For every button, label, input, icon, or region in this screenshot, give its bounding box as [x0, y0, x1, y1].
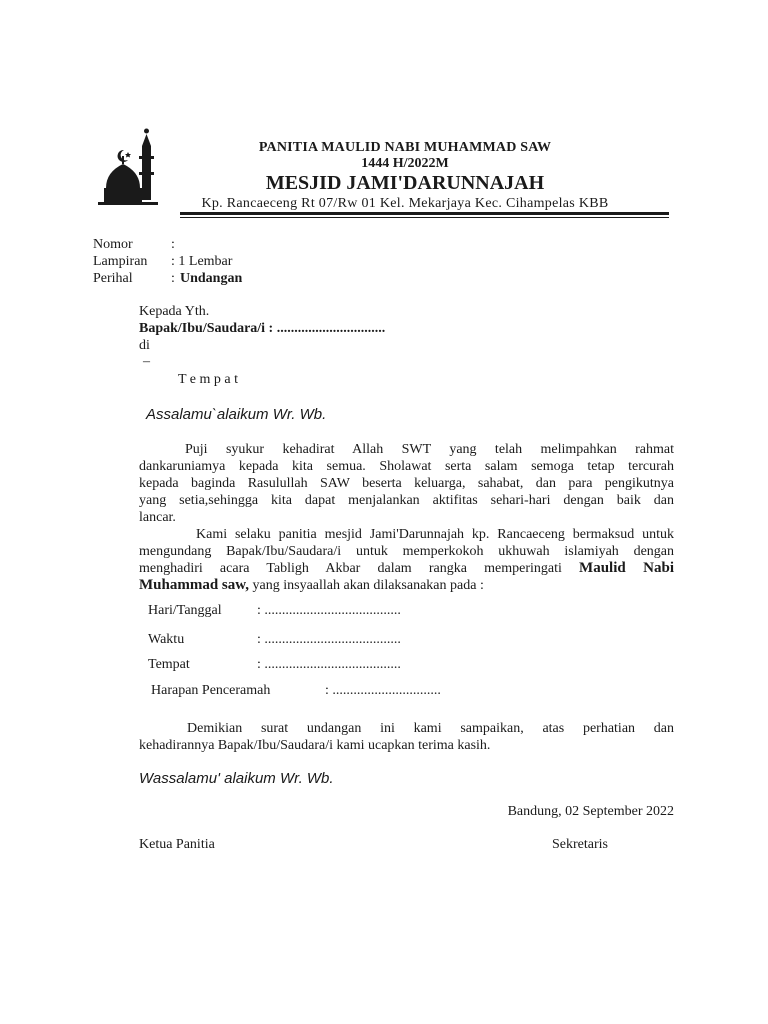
para2-text: menghadiri acara Tabligh Akbar dalam rangka memperingati	[139, 561, 562, 576]
closing-line: kehadirannya Bapak/Ibu/Saudara/i kami ucapkan terima kasih.	[139, 738, 491, 753]
closing-line: Demikian surat undangan ini kami sampaikan, atas perhatian dan	[187, 721, 674, 736]
header-mosque-name: MESJID JAMI'DARUNNAJAH	[265, 172, 545, 194]
para2-line: Kami selaku panitia mesjid Jami'Darunnajah kp. Rancaeceng bermaksud untuk	[196, 527, 674, 542]
perihal-colon: :	[171, 271, 175, 286]
para1-line: yang setia,sehingga kita dapat menjalankan aktifitas sehari-hari dengan baik dan	[139, 493, 674, 508]
perihal-value: Undangan	[180, 271, 243, 286]
greeting: Assalamu`alaikum Wr. Wb.	[146, 406, 327, 423]
nomor-value: :	[171, 237, 175, 252]
paragraph-closing	[139, 720, 674, 754]
signature-sekretaris-label: Sekretaris	[552, 837, 608, 852]
hari-label: Hari/Tanggal	[148, 603, 222, 618]
recipient-tempat: T e m p a t	[178, 372, 239, 387]
para2-line	[139, 577, 674, 594]
header-year: 1444 H/2022M	[361, 156, 449, 171]
waktu-label: Waktu	[148, 632, 185, 647]
para2-line: mengundang Bapak/Ibu/Saudara/i untuk memperkokoh ukhuwah islamiyah dengan	[139, 544, 674, 559]
para1-line: Puji syukur kehadirat Allah SWT yang telah melimpahkan rahmat	[185, 442, 674, 457]
para1-line: lancar.	[139, 510, 176, 525]
event-name-bold: Maulid Nabi	[579, 560, 674, 576]
header-committee: PANITIA MAULID NABI MUHAMMAD SAW	[258, 140, 552, 155]
event-name-bold: Muhammad saw,	[139, 577, 250, 593]
para1-line: kepada baginda Rasulullah SAW beserta keluarga, sahabat, dan para pengikutnya	[139, 476, 674, 491]
penceramah-value: : ...............................	[325, 683, 441, 698]
waktu-value: : .......................................	[257, 632, 401, 647]
paragraph-invitation	[139, 526, 674, 594]
tempat-value: : .......................................	[257, 657, 401, 672]
perihal-label: Perihal	[93, 271, 133, 286]
nomor-label: Nomor	[93, 237, 133, 252]
farewell: Wassalamu' alaikum Wr. Wb.	[139, 770, 334, 787]
recipient-di: di	[139, 338, 150, 353]
paragraph-opening	[139, 441, 674, 526]
date-place: Bandung, 02 September 2022	[507, 804, 674, 819]
para1-line: dankaruniamya kepada kita semua. Sholawat serta salam semoga tetap tercurah	[139, 459, 674, 474]
lampiran-label: Lampiran	[93, 254, 148, 269]
header-address: Kp. Rancaeceng Rt 07/Rw 01 Kel. Mekarjaya Kec. Cihampelas KBB	[201, 196, 609, 211]
recipient-dash: –	[143, 354, 150, 369]
recipient-name: Bapak/Ibu/Saudara/i : ...............................	[139, 321, 386, 336]
lampiran-value: : 1 Lembar	[171, 254, 233, 269]
header-divider-thick	[180, 212, 669, 215]
signature-ketua-label: Ketua Panitia	[139, 837, 215, 852]
hari-value: : .......................................	[257, 603, 401, 618]
header-divider-thin	[180, 217, 669, 218]
para2-text: yang insyaallah akan dilaksanakan pada :	[249, 578, 484, 593]
tempat-label: Tempat	[148, 657, 190, 672]
recipient-kepada: Kepada Yth.	[139, 304, 210, 319]
penceramah-label: Harapan Penceramah	[151, 683, 271, 698]
para2-line	[139, 560, 674, 577]
mosque-crescent-logo	[84, 106, 194, 218]
